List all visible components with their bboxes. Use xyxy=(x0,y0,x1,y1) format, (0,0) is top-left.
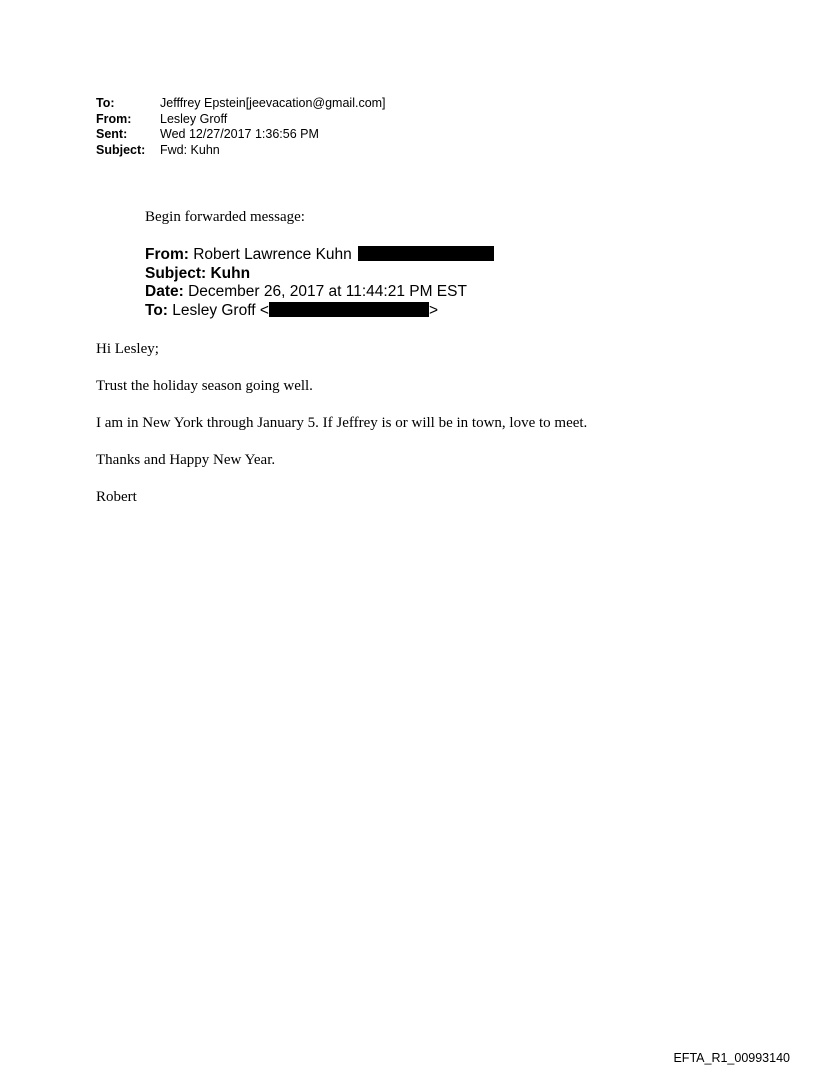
forwarded-subject-value: Kuhn xyxy=(210,264,251,282)
signature: Robert xyxy=(96,489,137,505)
forwarded-to-row xyxy=(145,302,494,321)
sent-value: Wed 12/27/2017 1:36:56 PM xyxy=(160,127,319,141)
forwarded-subject-row xyxy=(145,265,494,284)
from-label: From: xyxy=(96,111,132,126)
forwarded-date-value: December 26, 2017 at 11:44:21 PM EST xyxy=(188,283,467,300)
greeting: Hi Lesley; xyxy=(96,341,159,357)
sent-label: Sent: xyxy=(96,127,128,141)
subject-label: Subject: xyxy=(96,142,146,157)
forwarded-from-label: From: xyxy=(145,246,189,263)
message-line: I am in New York through January 5. If Jeffrey is or will be in town, love to meet. xyxy=(96,415,588,431)
header-to-row xyxy=(96,96,386,112)
forwarded-from-value: Robert Lawrence Kuhn xyxy=(193,246,352,263)
from-value: Lesley Groff xyxy=(160,111,228,126)
message-line: Thanks and Happy New Year. xyxy=(96,452,276,468)
forwarded-to-label: To: xyxy=(145,301,168,319)
message-body xyxy=(96,340,587,525)
forwarded-headers xyxy=(145,246,494,320)
forwarded-date-row xyxy=(145,283,494,302)
document-id: EFTA_R1_00993140 xyxy=(673,1051,790,1065)
forwarded-intro: Begin forwarded message: xyxy=(145,209,305,225)
angle-close: > xyxy=(428,301,438,319)
to-label: To: xyxy=(96,96,115,110)
forwarded-to-value: Lesley Groff xyxy=(172,301,256,319)
forwarded-date-label: Date: xyxy=(145,283,184,300)
forwarded-from-row xyxy=(145,246,494,265)
angle-open: < xyxy=(259,301,269,319)
redaction-bar xyxy=(269,302,429,317)
message-line: Trust the holiday season going well. xyxy=(96,378,313,394)
subject-value: Fwd: Kuhn xyxy=(160,142,220,157)
header-sent-row xyxy=(96,127,386,143)
header-subject-row xyxy=(96,143,386,159)
header-from-row xyxy=(96,112,386,128)
forwarded-subject-label: Subject: xyxy=(145,264,207,282)
email-header xyxy=(96,96,386,158)
redaction-bar xyxy=(358,246,494,261)
to-value: Jefffrey Epstein[jeevacation@gmail.com] xyxy=(160,96,386,110)
